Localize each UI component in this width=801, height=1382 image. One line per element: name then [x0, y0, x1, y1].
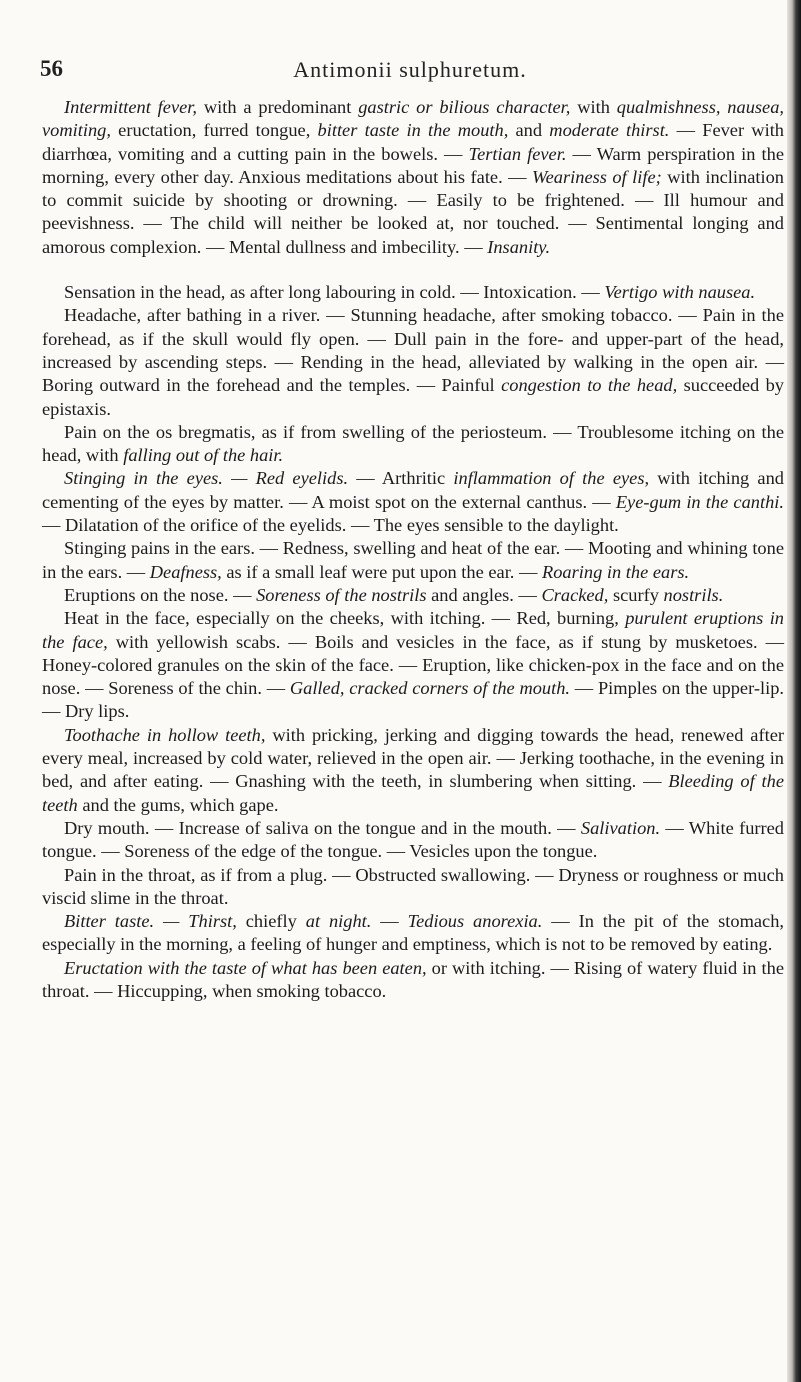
text-run: — Pimples on the upper-lip. — Dry lips.	[42, 678, 784, 722]
text-run: with a predominant	[197, 97, 359, 117]
italic-run: Roaring in the ears.	[542, 561, 690, 582]
paragraph-ears	[42, 537, 784, 584]
italic-run: Soreness of the nostrils	[256, 584, 427, 605]
text-run: eructation, furred tongue,	[110, 120, 318, 141]
paragraph-fever	[42, 96, 784, 259]
italic-run: qualmishness, nausea, vomiting,	[42, 97, 785, 141]
italic-run: gastric or bilious character,	[358, 97, 571, 117]
italic-run: at night.	[305, 911, 372, 932]
italic-run: Stinging in the eyes. — Red eyelids.	[64, 468, 349, 489]
italic-run: Insanity.	[487, 236, 551, 257]
text-run: scurfy	[608, 584, 664, 605]
text-run: and	[508, 120, 550, 141]
italic-run: Galled, cracked corners of the mouth.	[289, 678, 571, 699]
text-run: with inclination to commit suicide by shooting or drowning. — Easily to be frightened. — Ill humour and peevishness. — The child will neither be looked at, nor touched. — Sentimental longing and amorous complexion. — Mental dullness and imbecility. —	[42, 166, 784, 257]
text-run: — Dilatation of the orifice of the eyelids. — The eyes sensible to the daylight.	[42, 515, 619, 536]
text-run: Sensation in the head, as after long labouring in cold. — Intoxication. —	[64, 282, 605, 303]
italic-run: Weariness of life;	[532, 166, 662, 187]
italic-run: congestion to the head,	[501, 375, 678, 396]
italic-run: Tertian fever.	[468, 143, 567, 164]
page-header	[40, 50, 780, 90]
italic-run: Cracked,	[541, 584, 609, 605]
text-run: —	[371, 911, 408, 932]
paragraph-eructation	[42, 957, 784, 1004]
italic-run: Salivation.	[580, 817, 661, 838]
italic-run: bitter taste in the mouth,	[317, 120, 509, 141]
paragraph-face	[42, 607, 784, 723]
text-run: with itching and cementing of the eyes by matter. — A moist spot on the external canthus. —	[42, 468, 784, 512]
italic-run: moderate thirst.	[549, 120, 670, 141]
text-run: with yellowish scabs. — Boils and vesicles in the face, as if stung by musketoes. — Honey-colored granules on the skin of the face. — Eruption, like chicken-pox in the face and on the nose. — Soreness of the chin. —	[42, 631, 785, 699]
page-edge-shadow	[787, 0, 801, 1382]
italic-run: Bleeding of the teeth	[42, 771, 784, 815]
page-number: 56	[40, 56, 63, 81]
italic-run: Bitter taste. — Thirst,	[64, 911, 237, 932]
italic-run: Eructation with the taste of what has been eaten,	[64, 957, 427, 978]
italic-run: purulent eruptions in the face,	[42, 608, 785, 652]
paragraph-mouth	[42, 817, 784, 864]
body-text	[42, 96, 784, 1003]
text-run: Pain on the os bregmatis, as if from swelling of the periosteum. — Troublesome itching on the head, with	[42, 421, 784, 466]
paragraph-sensation-head	[42, 281, 784, 304]
italic-run: nostrils.	[663, 584, 724, 605]
paragraph-throat	[42, 864, 784, 911]
paragraph-taste	[42, 910, 784, 957]
text-run: with	[570, 97, 617, 117]
running-title: Antimonii sulphuretum.	[293, 57, 527, 82]
text-run: Stinging pains in the ears. — Redness, swelling and heat of the ear. — Mooting and whining tone in the ears. —	[42, 538, 784, 582]
italic-run: Tedious anorexia.	[407, 911, 543, 932]
text-run: — In the pit of the stomach, especially in the morning, a feeling of hunger and emptiness, which is not to be removed by eating.	[42, 911, 784, 955]
text-run: Heat in the face, especially on the cheeks, with itching. — Red, burning,	[64, 608, 626, 629]
text-run: or with itching. — Rising of watery fluid in the throat. — Hiccupping, when smoking tobacco.	[42, 957, 784, 1001]
italic-run: Eye-gum in the canthi.	[615, 491, 784, 512]
italic-run: Toothache in hollow teeth,	[64, 724, 266, 745]
text-run: Dry mouth. — Increase of saliva on the tongue and in the mouth. —	[64, 817, 581, 838]
paragraph-eyes	[42, 467, 784, 537]
italic-run: Intermittent fever,	[64, 97, 197, 117]
text-run: as if a small leaf were put upon the ear. —	[221, 561, 542, 582]
text-run: chiefly	[236, 911, 306, 932]
italic-run: falling out of the hair.	[123, 445, 284, 466]
paragraph-nose	[42, 584, 784, 607]
text-run: — Arthritic	[348, 468, 454, 489]
text-run: Pain in the throat, as if from a plug. — Obstructed swallowing. — Dryness or roughness or much viscid slime in the throat.	[42, 864, 784, 908]
italic-run: inflammation of the eyes,	[453, 468, 650, 489]
text-run: — White furred tongue. — Soreness of the edge of the tongue. — Vesicles upon the tongue.	[42, 817, 785, 862]
paragraph-headache	[42, 304, 784, 420]
text-run: and angles. —	[426, 584, 542, 605]
paragraph-os-bregmatis	[42, 421, 784, 468]
italic-run: Deafness,	[149, 561, 222, 582]
text-run: Eruptions on the nose. —	[64, 584, 257, 605]
text-run: — Warm perspiration in the morning, every other day. Anxious meditations about his fate. —	[42, 143, 784, 187]
text-run: succeeded by epistaxis.	[42, 375, 784, 419]
text-run: and the gums, which gape.	[77, 794, 279, 815]
text-run: with pricking, jerking and digging towards the head, renewed after every meal, increased by cold water, relieved in the open air. — Jerking toothache, in the evening in bed, and after eating. — Gnashing with the teeth, in slumbering when sitting. —	[42, 724, 784, 792]
italic-run: Vertigo with nausea.	[604, 282, 756, 303]
text-run: — Fever with diarrhœa, vomiting and a cutting pain in the bowels. —	[42, 120, 784, 164]
paragraph-toothache	[42, 724, 784, 817]
text-run: Headache, after bathing in a river. — Stunning headache, after smoking tobacco. — Pain in the forehead, as if the skull would fly open. — Dull pain in the fore- and upper-part of the head, increased by ascending steps. — Rending in the head, alleviated by walking in the open air. — Boring outward in the forehead and the temples. — Painful	[42, 305, 784, 396]
